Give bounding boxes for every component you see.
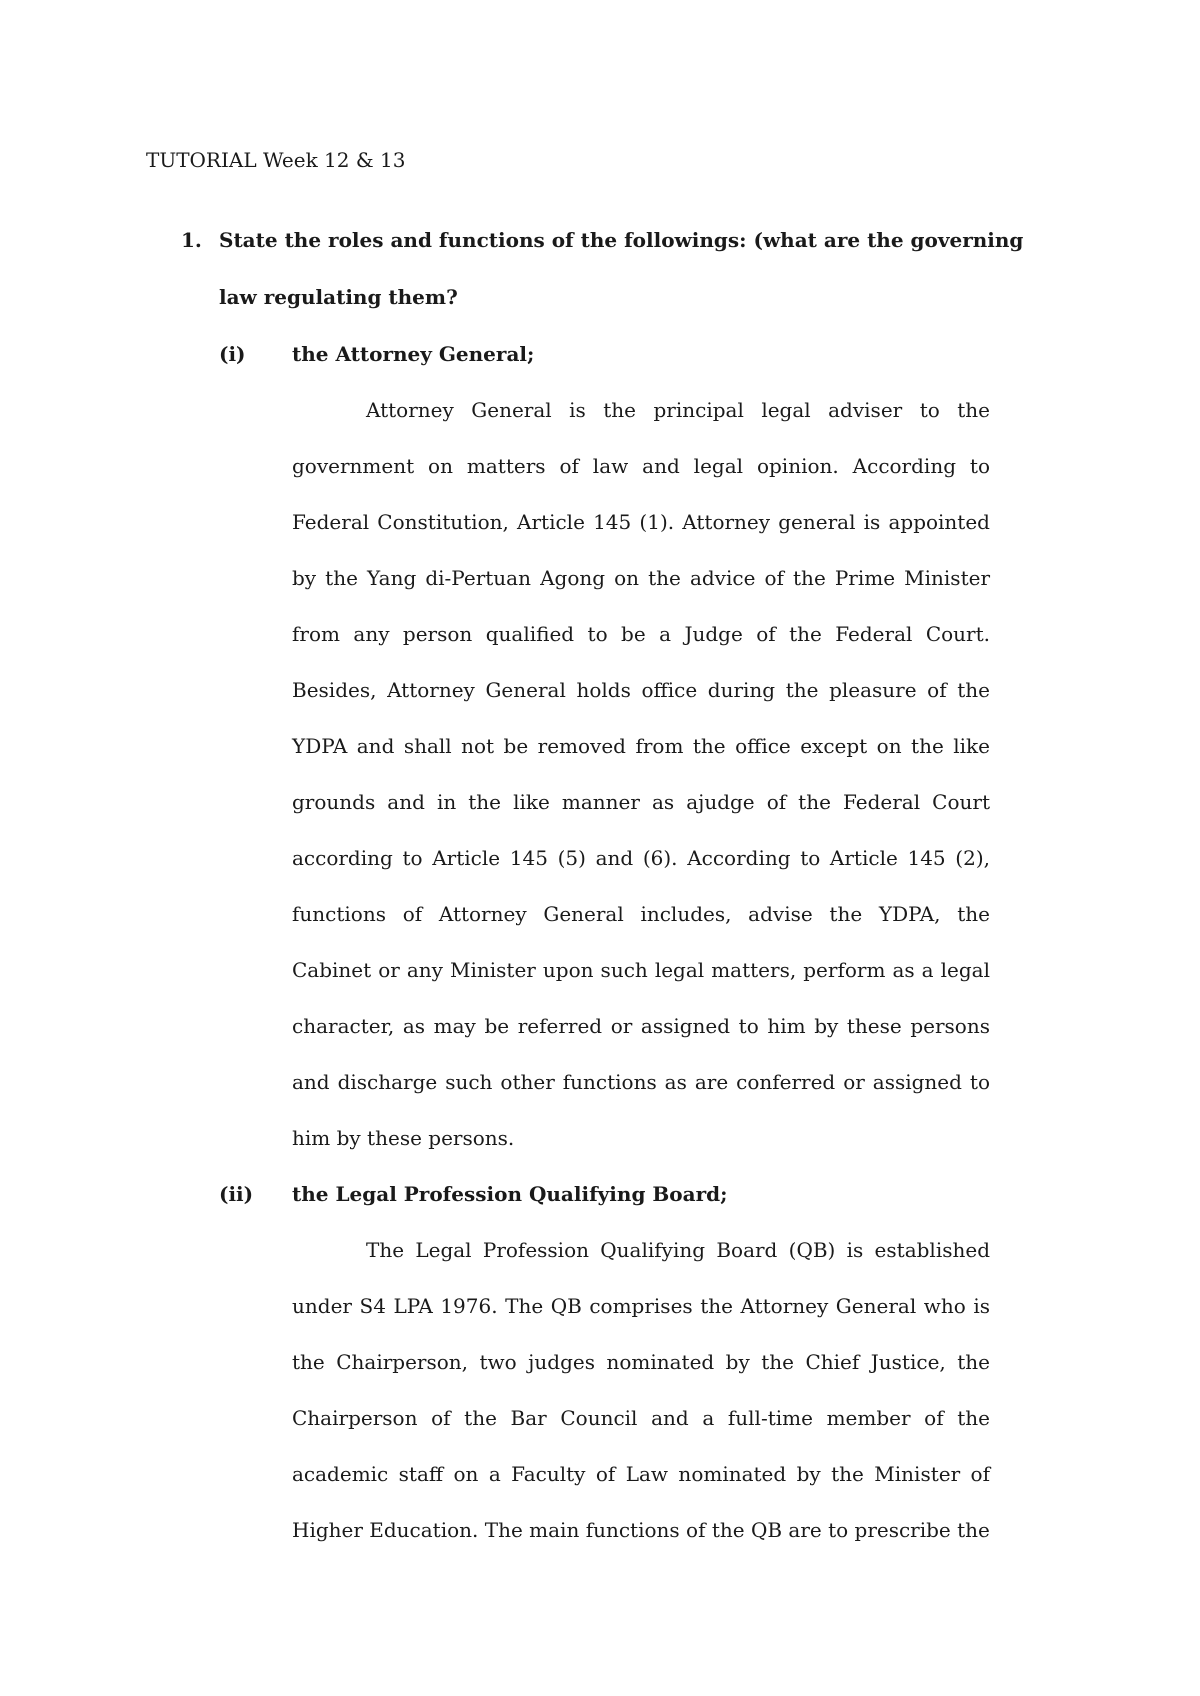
document-title: TUTORIAL Week 12 & 13 bbox=[146, 148, 406, 172]
question-text-line-1: State the roles and functions of the followings: (what are the governing bbox=[219, 228, 1024, 252]
section-heading: the Attorney General; bbox=[292, 342, 535, 366]
section-body: Attorney General is the principal legal adviser to the government on matters of law and legal opinion. According to Federal Constitution, Article 145 (1). Attorney general is appointed by the Yang di-Pertuan Agong on the advice of the Prime Minister from any person qualified to be a Judge of the Federal Court. Besides, Attorney General holds office during the pleasure of the YDPA and shall not be removed from the office except on the like grounds and in the like manner as ajudge of the Federal Court according to Article 145 (5) and (6). According to Article 145 (2), functions of Attorney General includes, advise the YDPA, the Cabinet or any Minister upon such legal matters, perform as a legal character, as may be referred or assigned to him by these persons and discharge such other functions as are conferred or assigned to him by these persons. bbox=[292, 398, 990, 1150]
section-heading: the Legal Profession Qualifying Board; bbox=[292, 1182, 728, 1206]
question-number: 1. bbox=[181, 228, 202, 252]
section-body: The Legal Profession Qualifying Board (QB) is established under S4 LPA 1976. The QB comprises the Attorney General who is the Chairperson, two judges nominated by the Chief Justice, the Chairperson of the Bar Council and a full-time member of the academic staff on a Faculty of Law nominated by the Minister of Higher Education. The main functions of the QB are to prescribe the bbox=[292, 1238, 990, 1542]
section-label: (i) bbox=[219, 342, 246, 366]
section-label: (ii) bbox=[219, 1182, 254, 1206]
question-text-line-2: law regulating them? bbox=[219, 285, 458, 309]
